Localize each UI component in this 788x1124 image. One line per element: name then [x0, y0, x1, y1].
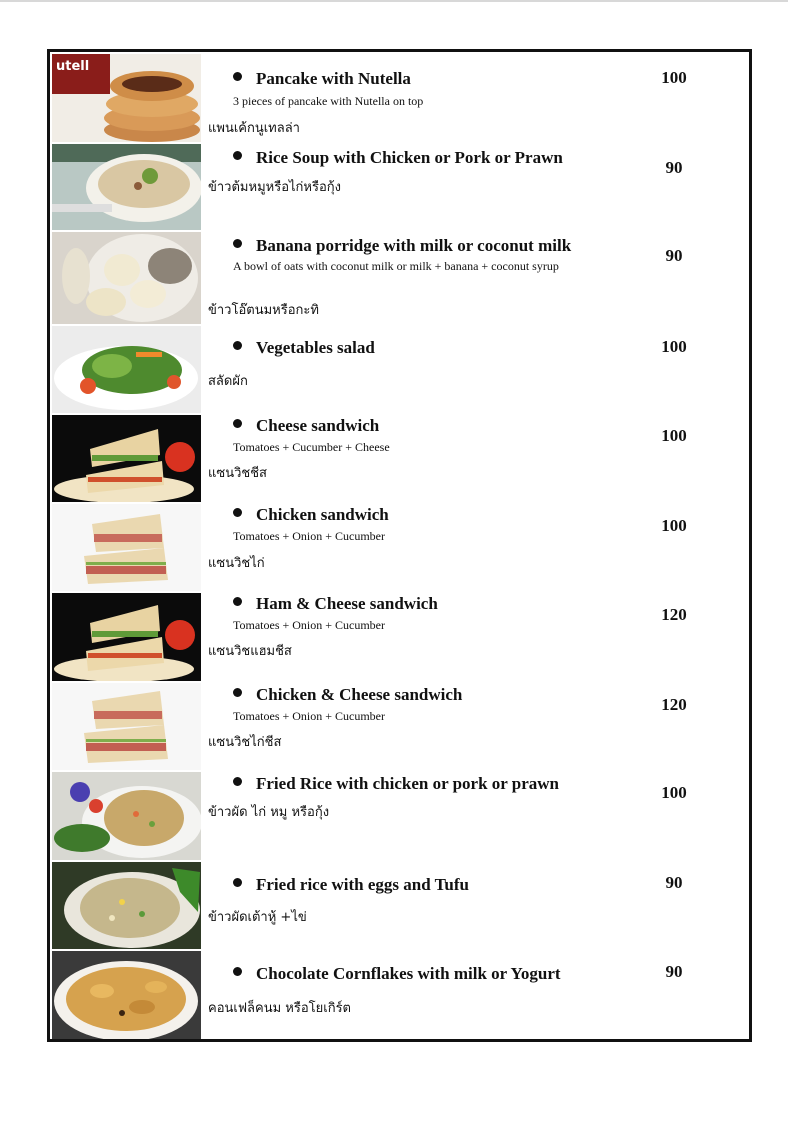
rice-soup-photo-icon — [52, 144, 201, 230]
item-price: 100 — [661, 337, 687, 356]
pancake-photo-icon — [52, 54, 201, 142]
item-thai-name: แซนวิชแฮมชีส — [208, 644, 292, 659]
item-thai-name: ข้าวผัดเต้าหู้ +ไข่ — [208, 910, 307, 925]
item-price: 100 — [661, 68, 687, 87]
bullet-icon — [233, 419, 242, 428]
item-price: 100 — [661, 516, 687, 535]
item-name: Ham & Cheese sandwich — [256, 594, 438, 613]
bullet-icon — [233, 688, 242, 697]
menu-item-pancake — [50, 52, 749, 142]
item-thai-name: ข้าวต้มหมูหรือไก่หรือกุ้ง — [208, 180, 341, 195]
item-name: Banana porridge with milk or coconut milk — [256, 236, 572, 255]
bullet-icon — [233, 878, 242, 887]
item-name: Pancake with Nutella — [256, 69, 411, 88]
item-price: 90 — [665, 246, 683, 265]
top-edge-line — [0, 0, 788, 2]
item-name: Cheese sandwich — [256, 416, 380, 435]
menu-item-vegetables-salad — [50, 324, 749, 413]
item-thai-name: แซนวิชชีส — [208, 466, 267, 481]
item-description: Tomatoes + Onion + Cucumber — [233, 529, 386, 543]
item-description: 3 pieces of pancake with Nutella on top — [233, 94, 424, 108]
item-name: Vegetables salad — [256, 338, 375, 357]
item-name: Chocolate Cornflakes with milk or Yogurt — [256, 964, 561, 983]
bullet-icon — [233, 239, 242, 248]
bullet-icon — [233, 151, 242, 160]
menu-item-fried-rice-tofu — [50, 860, 749, 949]
bullet-icon — [233, 508, 242, 517]
item-thai-name: ข้าวผัด ไก่ หมู หรือกุ้ง — [208, 805, 330, 820]
fried-rice-photo-icon — [52, 862, 201, 949]
item-description: Tomatoes + Onion + Cucumber — [233, 618, 386, 632]
sandwich-photo-icon — [52, 593, 201, 681]
item-thai-name: สลัดผัก — [208, 374, 248, 389]
banana-porridge-photo-icon — [52, 232, 201, 324]
menu-item-banana-porridge — [50, 230, 749, 324]
item-price: 90 — [665, 158, 683, 177]
item-name: Fried Rice with chicken or pork or prawn — [256, 774, 559, 793]
item-price: 120 — [661, 695, 687, 714]
menu-item-chicken-cheese-sandwich — [50, 681, 749, 770]
item-name: Chicken sandwich — [256, 505, 389, 524]
item-price: 100 — [661, 783, 687, 802]
menu-item-rice-soup — [50, 142, 749, 230]
fried-rice-photo-icon — [52, 772, 201, 860]
item-description: Tomatoes + Cucumber + Cheese — [233, 440, 390, 454]
item-name: Chicken & Cheese sandwich — [256, 685, 463, 704]
sandwich-photo-icon — [52, 504, 201, 591]
salad-photo-icon — [52, 326, 201, 413]
bullet-icon — [233, 341, 242, 350]
menu-item-chocolate-cornflakes — [50, 949, 749, 1039]
item-description: A bowl of oats with coconut milk or milk + banana + coconut syrup — [233, 259, 559, 273]
menu-item-cheese-sandwich — [50, 413, 749, 502]
item-thai-name: คอนเฟล็คนม หรือโยเกิร์ต — [208, 1001, 351, 1016]
item-name: Fried rice with eggs and Tufu — [256, 875, 469, 894]
item-price: 120 — [661, 605, 687, 624]
bullet-icon — [233, 72, 242, 81]
item-thai-name: แซนวิชไก่ชีส — [208, 735, 282, 750]
item-thai-name: แซนวิชไก่ — [208, 556, 265, 571]
item-thai-name: แพนเค้กนูเทลล่า — [208, 121, 300, 136]
svg-text:utell: utell — [56, 59, 90, 74]
sandwich-photo-icon — [52, 683, 201, 770]
menu-item-fried-rice-meat — [50, 770, 749, 860]
item-description: Tomatoes + Onion + Cucumber — [233, 709, 386, 723]
cornflakes-photo-icon — [52, 951, 201, 1039]
item-price: 90 — [665, 873, 683, 892]
bullet-icon — [233, 597, 242, 606]
menu-frame — [47, 49, 752, 1042]
menu-item-ham-cheese-sandwich — [50, 591, 749, 681]
item-price: 100 — [661, 426, 687, 445]
menu-item-chicken-sandwich — [50, 502, 749, 591]
item-thai-name: ข้าวโอ๊ตนมหรือกะทิ — [208, 303, 319, 318]
bullet-icon — [233, 777, 242, 786]
item-price: 90 — [665, 962, 683, 981]
sandwich-photo-icon — [52, 415, 201, 502]
item-name: Rice Soup with Chicken or Pork or Prawn — [256, 148, 563, 167]
bullet-icon — [233, 967, 242, 976]
